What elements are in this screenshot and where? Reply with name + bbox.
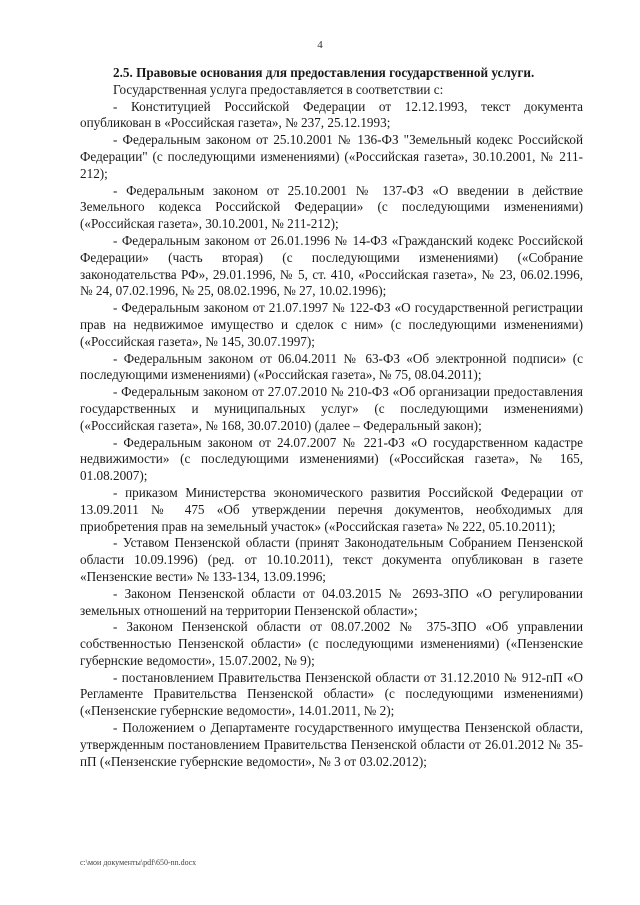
legal-basis-item: - Федеральным законом от 21.07.1997 № 122-ФЗ «О государственной регистрации прав на недвижимое имущество и сделок с ним» (с последующими изменениями) («Российская газета», № 145, 30.07.1997); [80,300,583,349]
legal-basis-item: - Федеральным законом от 06.04.2011 № 63-ФЗ «Об электронной подписи» (с последующими изменениями) («Российская газета», № 75, 08.04.2011); [80,350,583,383]
legal-basis-item: - приказом Министерства экономического развития Российской Федерации от 13.09.2011 № 475 «Об утверждении перечня документов, необходимых для приобретения прав на земельный участок» («Российская газета» № 222, 05.10.2011); [80,484,583,534]
legal-basis-item: - Положением о Департаменте государственного имущества Пензенской области, утвержденным постановлением Правительства Пензенской области от 26.01.2012 № 35-пП («Пензенские губернские ведомости», № 3 от 03.02.2012); [80,720,583,769]
legal-basis-item: - Законом Пензенской области от 04.03.2015 № 2693-ЗПО «О регулировании земельных отношений на территории Пензенской области»; [80,585,583,618]
footer-file-path: c:\мои документы\pdf\650-nn.docx [80,858,197,867]
document-body [80,65,583,770]
page-number: 4 [317,39,323,51]
legal-basis-item: - Конституцией Российской Федерации от 12.12.1993, текст документа опубликован в «Российская газета», № 237, 25.12.1993; [80,98,583,131]
legal-basis-item: - Федеральным законом от 25.10.2001 № 137-ФЗ «О введении в действие Земельного кодекса Российской Федерации» (с последующими изменениями) («Российская газета», 30.10.2001, № 211-212); [80,182,583,232]
section-heading: 2.5. Правовые основания для предоставления государственной услуги. [113,65,535,80]
legal-basis-item: - Уставом Пензенской области (принят Законодательным Собранием Пензенской области 10.09.1996) (ред. от 10.10.2011), текст документа опубликован в газете «Пензенские вести» № 133-134, 13.09.1996; [80,535,583,584]
legal-basis-item: - Федеральным законом от 24.07.2007 № 221-ФЗ «О государственном кадастре недвижимости» (с последующими изменениями) («Российская газета», № 165, 01.08.2007); [80,434,583,484]
legal-basis-item: - Федеральным законом от 25.10.2001 № 136-ФЗ "Земельный кодекс Российской Федерации" (с последующими изменениями) («Российская газета», 30.10.2001, № 211-212); [80,132,583,181]
legal-basis-item: - постановлением Правительства Пензенской области от 31.12.2010 № 912-пП «О Регламенте Правительства Пензенской области» (с последующими изменениями) («Пензенские губернские ведомости», 14.01.2011, № 2); [80,669,583,719]
legal-basis-item: - Федеральным законом от 27.07.2010 № 210-ФЗ «Об организации предоставления государственных и муниципальных услуг» (с последующими изменениями) («Российская газета», № 168, 30.07.2010) (далее – Федеральный закон); [80,384,583,433]
legal-basis-item: - Федеральным законом от 26.01.1996 № 14-ФЗ «Гражданский кодекс Российской Федерации» (часть вторая) (с последующими изменениями) («Собрание законодательства РФ», 29.01.1996, № 5, ст. 410, «Российская газета», № 23, 06.02.1996, № 24, 07.02.1996, № 25, 08.02.1996, № 27, 10.02.1996); [80,232,583,299]
legal-basis-item: - Законом Пензенской области от 08.07.2002 № 375-ЗПО «Об управлении собственностью Пензенской области» (с последующими изменениями) («Пензенские губернские ведомости», 15.07.2002, № 9); [80,619,583,668]
section-intro: Государственная услуга предоставляется в соответствии с: [113,81,444,97]
